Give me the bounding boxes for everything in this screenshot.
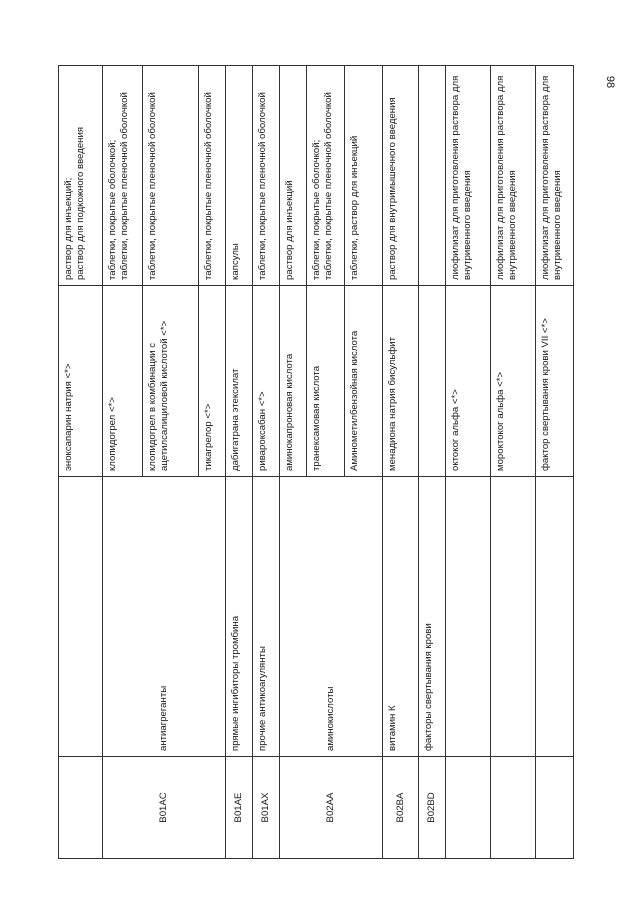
group-cell [536, 477, 574, 757]
form-cell: раствор для внутримышечного введения [383, 66, 419, 286]
page-number [600, 70, 620, 94]
code-cell [59, 757, 103, 859]
drug-cell: клопидогрел в комбинации с ацетилсалициловой кислотой <*> [143, 286, 199, 477]
group-cell [491, 477, 536, 757]
atc-code-cell: B01AX [253, 757, 280, 859]
drug-cell [419, 286, 446, 477]
drug-cell: фактор свертывания крови VII <*> [536, 286, 574, 477]
code-cell [491, 757, 536, 859]
form-cell: лиофилизат для приготовления раствора для внутривенного введения [446, 66, 491, 286]
drug-cell: ривароксабан <*> [253, 286, 280, 477]
form-cell [419, 66, 446, 286]
table-row [280, 66, 307, 859]
form-cell: таблетки, покрытые пленочной оболочкой [253, 66, 280, 286]
group-cell: антиагреганты [103, 477, 226, 757]
drug-table [58, 65, 574, 859]
table-row [59, 66, 103, 859]
table-row [419, 66, 446, 859]
form-cell: лиофилизат для приготовления раствора для внутривенного введения [491, 66, 536, 286]
drug-cell: клопидогрел <*> [103, 286, 143, 477]
drug-cell: Аминометилбензойная кислота [345, 286, 383, 477]
drug-cell: тикагрелор <*> [199, 286, 226, 477]
drug-cell: эноксапарин натрия <*> [59, 286, 103, 477]
drug-cell: октоког альфа <*> [446, 286, 491, 477]
drug-cell: мороктоког альфа <*> [491, 286, 536, 477]
code-cell [536, 757, 574, 859]
form-cell: раствор для инъекций [280, 66, 307, 286]
form-cell: лиофилизат для приготовления раствора для внутривенного введения [536, 66, 574, 286]
rotated-table-wrapper [58, 66, 573, 859]
drug-cell: менадиона натрия бисульфит [383, 286, 419, 477]
group-cell: прямые ингибиторы тромбина [226, 477, 253, 757]
drug-cell: аминокапроновая кислота [280, 286, 307, 477]
form-cell: раствор для инъекций; раствор для подкожного введения [59, 66, 103, 286]
form-cell: таблетки, покрытые оболочкой; таблетки, покрытые пленочной оболочкой [103, 66, 143, 286]
page-number-text: 98 [604, 75, 616, 89]
drug-cell: транексамовая кислота [307, 286, 345, 477]
table-row [446, 66, 491, 859]
drug-table-area [58, 66, 573, 859]
form-cell: таблетки, покрытые пленочной оболочкой [199, 66, 226, 286]
atc-code-cell: B02AA [280, 757, 383, 859]
group-cell: факторы свертывания крови [419, 477, 446, 757]
atc-code-cell: B01AE [226, 757, 253, 859]
atc-code-cell: B02BA [383, 757, 419, 859]
table-row [383, 66, 419, 859]
table-row [536, 66, 574, 859]
drug-cell: дабигатрана этексилат [226, 286, 253, 477]
form-cell: таблетки, покрытые пленочной оболочкой [143, 66, 199, 286]
group-cell [59, 477, 103, 757]
table-row [226, 66, 253, 859]
form-cell: таблетки, раствор для инъекций [345, 66, 383, 286]
code-cell [446, 757, 491, 859]
table-row [103, 66, 143, 859]
group-cell: прочие антикоагулянты [253, 477, 280, 757]
table-row [253, 66, 280, 859]
atc-code-cell: B02BD [419, 757, 446, 859]
group-cell [446, 477, 491, 757]
atc-code-cell: B01AC [103, 757, 226, 859]
table-row [491, 66, 536, 859]
form-cell: таблетки, покрытые оболочкой; таблетки, покрытые пленочной оболочкой [307, 66, 345, 286]
form-cell: капсулы [226, 66, 253, 286]
group-cell: витамин К [383, 477, 419, 757]
group-cell: аминокислоты [280, 477, 383, 757]
